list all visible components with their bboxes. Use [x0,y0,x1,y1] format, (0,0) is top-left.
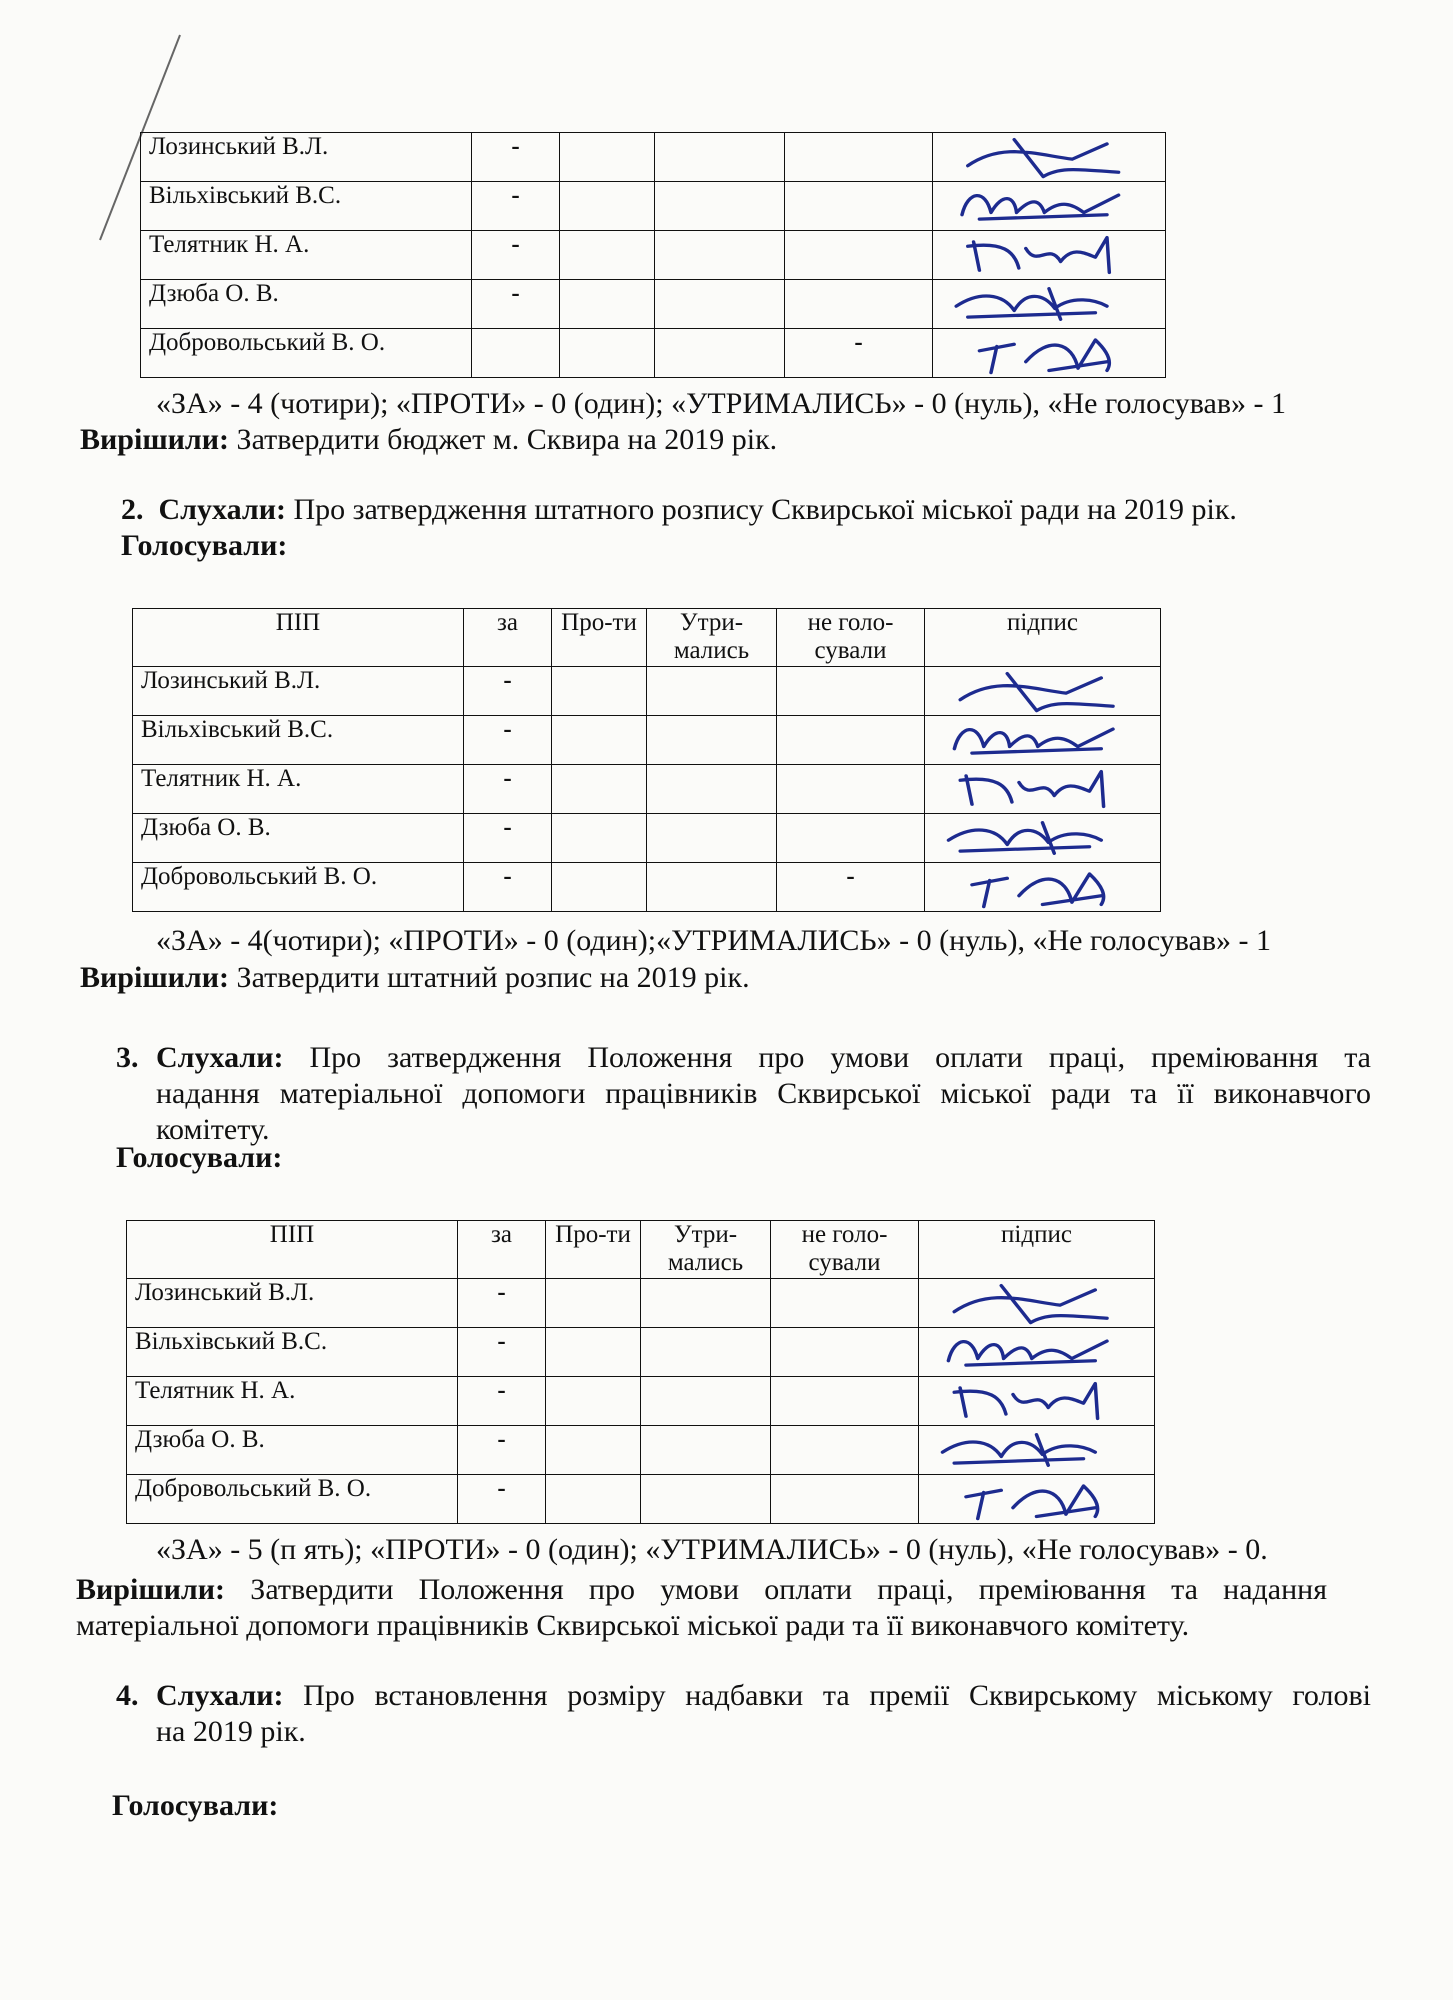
header-signature: підпис [919,1221,1155,1279]
handwritten-signature [919,1328,1154,1376]
section2-voted-label: Голосували: [121,529,288,562]
heard-text: Про затвердження штатного розпису Сквирської міської ради на 2019 рік. [285,493,1237,526]
handwritten-signature [933,329,1165,377]
signature-cell [925,863,1161,912]
heard-line-3: комітету. [156,1113,270,1146]
item-number: 3. [116,1041,139,1074]
member-name: Вільхівський В.С. [127,1328,458,1377]
header-against: Про-ти [552,609,647,667]
heard-label: Слухали: [158,493,286,526]
signature-stroke [968,238,1110,273]
header-name: ПІП [127,1221,458,1279]
vote-for: - [472,231,560,280]
signature-cell [925,814,1161,863]
signature-cell [919,1475,1155,1524]
vote-abstained [641,1377,771,1426]
signature-cell [933,329,1166,378]
table-row [141,133,1166,182]
decided-line-1: Затвердити Положення про умови оплати праці, преміювання та надання [250,1573,1327,1606]
signature-stroke [949,823,1102,854]
vote-against [560,182,655,231]
member-name: Лозинський В.Л. [133,667,464,716]
vote-for: - [472,182,560,231]
signature-stroke [954,1384,1097,1419]
vote-abstained [641,1279,771,1328]
vote-not-voted [785,280,933,329]
vote-against [560,231,655,280]
member-name: Дзюба О. В. [127,1426,458,1475]
vote-abstained [655,182,785,231]
vote-for [472,329,560,378]
vote-table-3 [126,1220,1155,1524]
table-row [141,329,1166,378]
vote-abstained [655,231,785,280]
vote-against [560,329,655,378]
table-row [127,1377,1155,1426]
decided-label: Вирішили: [80,423,230,456]
vote-for: - [464,667,552,716]
section4-voted-label: Голосували: [112,1789,279,1822]
vote-against [546,1328,641,1377]
table-row [133,667,1161,716]
section3-decision [76,1572,1327,1644]
vote-abstained [647,667,777,716]
vote-not-voted [777,716,925,765]
member-name: Вільхівський В.С. [141,182,472,231]
vote-not-voted [785,231,933,280]
decided-line-2: матеріальної допомоги працівників Сквирської міської ради та її виконавчого комітету. [76,1609,1190,1642]
member-name: Лозинський В.Л. [141,133,472,182]
vote-abstained [641,1475,771,1524]
vote-abstained [641,1328,771,1377]
vote-for: - [458,1426,546,1475]
handwritten-signature [925,667,1160,715]
header-row [127,1221,1155,1279]
vote-for: - [458,1279,546,1328]
member-name: Добровольський В. О. [141,329,472,378]
vote-not-voted [785,182,933,231]
handwritten-signature [933,182,1165,230]
section2-heard [121,492,1237,528]
table-row [133,716,1161,765]
member-name: Добровольський В. О. [127,1475,458,1524]
vote-against [546,1279,641,1328]
signature-cell [933,133,1166,182]
signature-stroke [960,772,1103,807]
handwritten-signature [919,1377,1154,1425]
handwritten-signature [919,1426,1154,1474]
vote-abstained [655,280,785,329]
vote-not-voted [785,133,933,182]
vote-for: - [464,863,552,912]
table-row [127,1475,1155,1524]
table-row [141,231,1166,280]
signature-cell [925,716,1161,765]
table-row [133,863,1161,912]
signature-stroke [966,1486,1098,1519]
vote-not-voted [777,814,925,863]
handwritten-signature [919,1279,1154,1327]
signature-cell [919,1279,1155,1328]
section4-heard [116,1678,1371,1750]
vote-abstained [655,329,785,378]
vote-against [546,1377,641,1426]
vote-not-voted [771,1426,919,1475]
vote-against [552,765,647,814]
handwritten-signature [919,1475,1154,1523]
signature-stroke [968,140,1119,177]
header-against: Про-ти [546,1221,641,1279]
handwritten-signature [933,133,1165,181]
member-name: Вільхівський В.С. [133,716,464,765]
member-name: Дзюба О. В. [133,814,464,863]
vote-against [560,133,655,182]
decided-label: Вирішили: [76,1573,226,1606]
signature-cell [925,667,1161,716]
vote-abstained [655,133,785,182]
heard-label: Слухали: [156,1679,284,1712]
section3-voted-label: Голосували: [116,1141,283,1174]
signature-stroke [943,1435,1096,1466]
vote-for: - [458,1475,546,1524]
signature-stroke [956,289,1107,320]
header-name: ПІП [133,609,464,667]
section1-decision [80,422,777,458]
section3-heard [116,1040,1371,1148]
vote-for: - [464,765,552,814]
vote-for: - [464,716,552,765]
vote-not-voted [771,1475,919,1524]
vote-for: - [472,280,560,329]
signature-stroke [962,195,1119,219]
vote-not-voted [771,1328,919,1377]
vote-not-voted: - [777,863,925,912]
vote-abstained [647,863,777,912]
vote-against [552,667,647,716]
vote-against [546,1475,641,1524]
signature-cell [933,280,1166,329]
header-not-voted: не голо-сували [777,609,925,667]
member-name: Добровольський В. О. [133,863,464,912]
vote-not-voted [771,1377,919,1426]
header-not-voted: не голо-сували [771,1221,919,1279]
vote-table-2 [132,608,1161,912]
member-name: Дзюба О. В. [141,280,472,329]
signature-cell [933,182,1166,231]
handwritten-signature [925,765,1160,813]
vote-for: - [458,1328,546,1377]
heard-line-1: Про встановлення розміру надбавки та премії Сквирському міському голові [303,1679,1371,1712]
header-abstained: Утри-мались [647,609,777,667]
table-row [127,1426,1155,1475]
handwritten-signature [925,716,1160,764]
handwritten-signature [925,814,1160,862]
section2-result: «ЗА» - 4(чотири); «ПРОТИ» - 0 (один);«УТРИМАЛИСЬ» - 0 (нуль), «Не голосував» - 1 [156,924,1271,957]
header-for: за [458,1221,546,1279]
table-row [133,765,1161,814]
vote-not-voted [777,765,925,814]
decided-text: Затвердити штатний розпис на 2019 рік. [229,961,750,994]
vote-against [560,280,655,329]
vote-not-voted [777,667,925,716]
vote-abstained [641,1426,771,1475]
vote-not-voted: - [785,329,933,378]
table-row [127,1279,1155,1328]
vote-for: - [458,1377,546,1426]
member-name: Телятник Н. А. [127,1377,458,1426]
table-row [141,280,1166,329]
signature-stroke [948,1341,1107,1365]
section3-result: «ЗА» - 5 (п ять); «ПРОТИ» - 0 (один); «УТРИМАЛИСЬ» - 0 (нуль), «Не голосував» - 0. [156,1533,1268,1566]
signature-stroke [954,1286,1107,1323]
table-row [133,814,1161,863]
header-signature: підпис [925,609,1161,667]
signature-cell [919,1377,1155,1426]
vote-table-1 [140,132,1166,378]
section1-result: «ЗА» - 4 (чотири); «ПРОТИ» - 0 (один); «УТРИМАЛИСЬ» - 0 (нуль), «Не голосував» - 1 [156,387,1286,420]
handwritten-signature [925,863,1160,911]
heard-line-1: Про затвердження Положення про умови оплати праці, преміювання та [309,1041,1371,1074]
vote-not-voted [771,1279,919,1328]
heard-label: Слухали: [156,1041,284,1074]
signature-cell [925,765,1161,814]
vote-for: - [472,133,560,182]
header-row [133,609,1161,667]
heard-line-2: на 2019 рік. [156,1715,306,1748]
signature-cell [919,1328,1155,1377]
member-name: Лозинський В.Л. [127,1279,458,1328]
table-row [141,182,1166,231]
table-row [127,1328,1155,1377]
signature-stroke [954,729,1113,753]
decided-label: Вирішили: [80,961,230,994]
signature-stroke [972,874,1104,907]
member-name: Телятник Н. А. [141,231,472,280]
vote-against [552,863,647,912]
vote-abstained [647,716,777,765]
vote-against [546,1426,641,1475]
section2-decision [80,960,750,996]
header-abstained: Утри-мались [641,1221,771,1279]
decided-text: Затвердити бюджет м. Сквира на 2019 рік. [229,423,778,456]
vote-against [552,814,647,863]
handwritten-signature [933,231,1165,279]
vote-against [552,716,647,765]
handwritten-signature [933,280,1165,328]
member-name: Телятник Н. А. [133,765,464,814]
signature-stroke [979,340,1109,373]
signature-stroke [960,674,1113,711]
item-number: 2. [121,493,144,526]
signature-cell [933,231,1166,280]
heard-line-2: надання матеріальної допомоги працівників Сквирської міської ради та її виконавчого [156,1077,1371,1110]
header-for: за [464,609,552,667]
signature-cell [919,1426,1155,1475]
vote-abstained [647,765,777,814]
item-number: 4. [116,1679,139,1712]
vote-for: - [464,814,552,863]
vote-abstained [647,814,777,863]
